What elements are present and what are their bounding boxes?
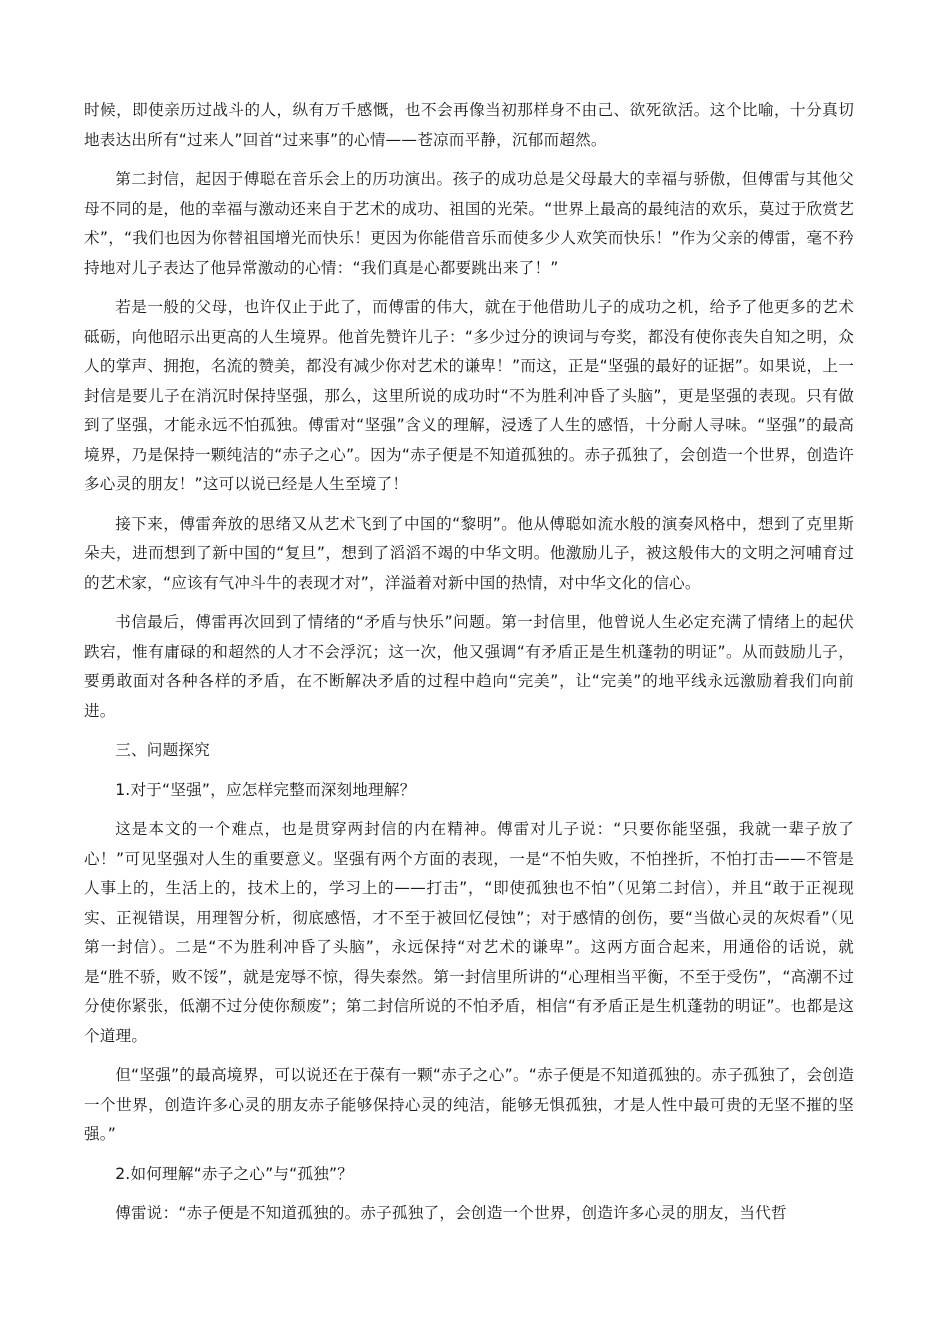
- section-heading: 三、问题探究: [115, 741, 210, 759]
- paragraph-conclusion: 书信最后，傅雷再次回到了情绪的“矛盾与快乐”问题。第一封信里，他曾说人生必定充满了情绪上的起伏跌宕，惟有庸碌的和超然的人才不会浮沉；这一次，他又强调“有矛盾正是生机蓬勃的明证”。从而鼓励儿子，要勇敢面对各种各样的矛盾，在不断解决矛盾的过程中趋向“完美”，让“完美”的地平线永远激励着我们向前进。: [84, 613, 854, 720]
- question-1: 1.对于“坚强”，应怎样完整而深刻地理解？: [115, 780, 416, 799]
- answer-1-paragraph-2: 但“坚强”的最高境界，可以说还在于葆有一颗“赤子之心”。“赤子便是不知道孤独的。赤子孤独了，会创造一个世界，创造许多心灵的朋友赤子能够保持心灵的纯洁，能够无惧孤独，才是人性中最可贵的无坚不摧的坚强。”: [84, 1066, 854, 1143]
- answer-1-paragraph-1: 这是本文的一个难点，也是贯穿两封信的内在精神。傅雷对儿子说：“只要你能坚强，我就一辈子放了心！”可见坚强对人生的重要意义。坚强有两个方面的表现，一是“不怕失败，不怕挫折，不怕打击——不管是人事上的，生活上的，技术上的，学习上的——打击”，“即使孤独也不怕”（见第二封信），并且“敢于正视现实、正视错误，用理智分析，彻底感悟，才不至于被回忆侵蚀”；对于感情的创伤，要“当做心灵的灰烬看”（见第一封信）。二是“不为胜利冲昏了头脑”，永远保持“对艺术的谦卑”。这两方面合起来，用通俗的话说，就是“胜不骄，败不馁”，就是宠辱不惊，得失泰然。第一封信里所讲的“心理相当平衡，不至于受伤”，“高潮不过分使你紧张，低潮不过分使你颓废”；第二封信所说的不怕矛盾，相信“有矛盾正是生机蓬勃的明证”。也都是这个道理。: [84, 820, 854, 1045]
- paragraph-dawn: 接下来，傅雷奔放的思绪又从艺术飞到了中国的“黎明”。他从傅聪如流水般的演奏风格中，想到了克里斯朵夫，进而想到了新中国的“复旦”，想到了滔滔不竭的中华文明。他激励儿子，被这般伟大的文明之河哺育过的艺术家，“应该有气冲斗牛的表现才对”，洋溢着对新中国的热情，对中华文化的信心。: [84, 514, 854, 592]
- document-page: [84, 96, 854, 1239]
- paragraph-greatness: 若是一般的父母，也许仅止于此了，而傅雷的伟大，就在于他借助儿子的成功之机，给予了他更多的艺术砥砺，向他昭示出更高的人生境界。他首先赞许儿子：“多少过分的谀词与夸奖，都没有使你丧失自知之明，众人的掌声、拥抱，名流的赞美，都没有减少你对艺术的谦卑！”而这，正是“坚强的最好的证据”。如果说，上一封信是要儿子在消沉时保持坚强，那么，这里所说的成功时“不为胜利冲昏了头脑”，更是坚强的表现。只有做到了坚强，才能永远不怕孤独。傅雷对“坚强”含义的理解，浸透了人生的感悟，十分耐人寻味。“坚强”的最高境界，乃是保持一颗纯洁的“赤子之心”。因为“赤子便是不知道孤独的。赤子孤独了，会创造一个世界，创造许多心灵的朋友！”这可以说已经是人生至境了！: [84, 298, 854, 493]
- paragraph-second-letter: 第二封信，起因于傅聪在音乐会上的历功演出。孩子的成功总是父母最大的幸福与骄傲，但傅雷与其他父母不同的是，他的幸福与激动还来自于艺术的成功、祖国的光荣。“世界上最高的最纯洁的欢乐，莫过于欣赏艺术”，“我们也因为你替祖国增光而快乐！更因为你能借音乐而使多少人欢笑而快乐！”作为父亲的傅雷，毫不矜持地对儿子表达了他异常激动的心情：“我们真是心都要跳出来了！”: [84, 170, 854, 277]
- answer-2-paragraph-1: 傅雷说：“赤子便是不知道孤独的。赤子孤独了，会创造一个世界，创造许多心灵的朋友，当代哲: [115, 1204, 787, 1222]
- question-2: 2.如何理解“赤子之心”与“孤独”？: [115, 1164, 354, 1183]
- paragraph-intro-continuation: 时候，即使亲历过战斗的人，纵有万千感慨，也不会再像当初那样身不由己、欲死欲活。这个比喻，十分真切地表达出所有“过来人”回首“过来事”的心情——苍凉而平静，沉郁而超然。: [84, 101, 854, 149]
